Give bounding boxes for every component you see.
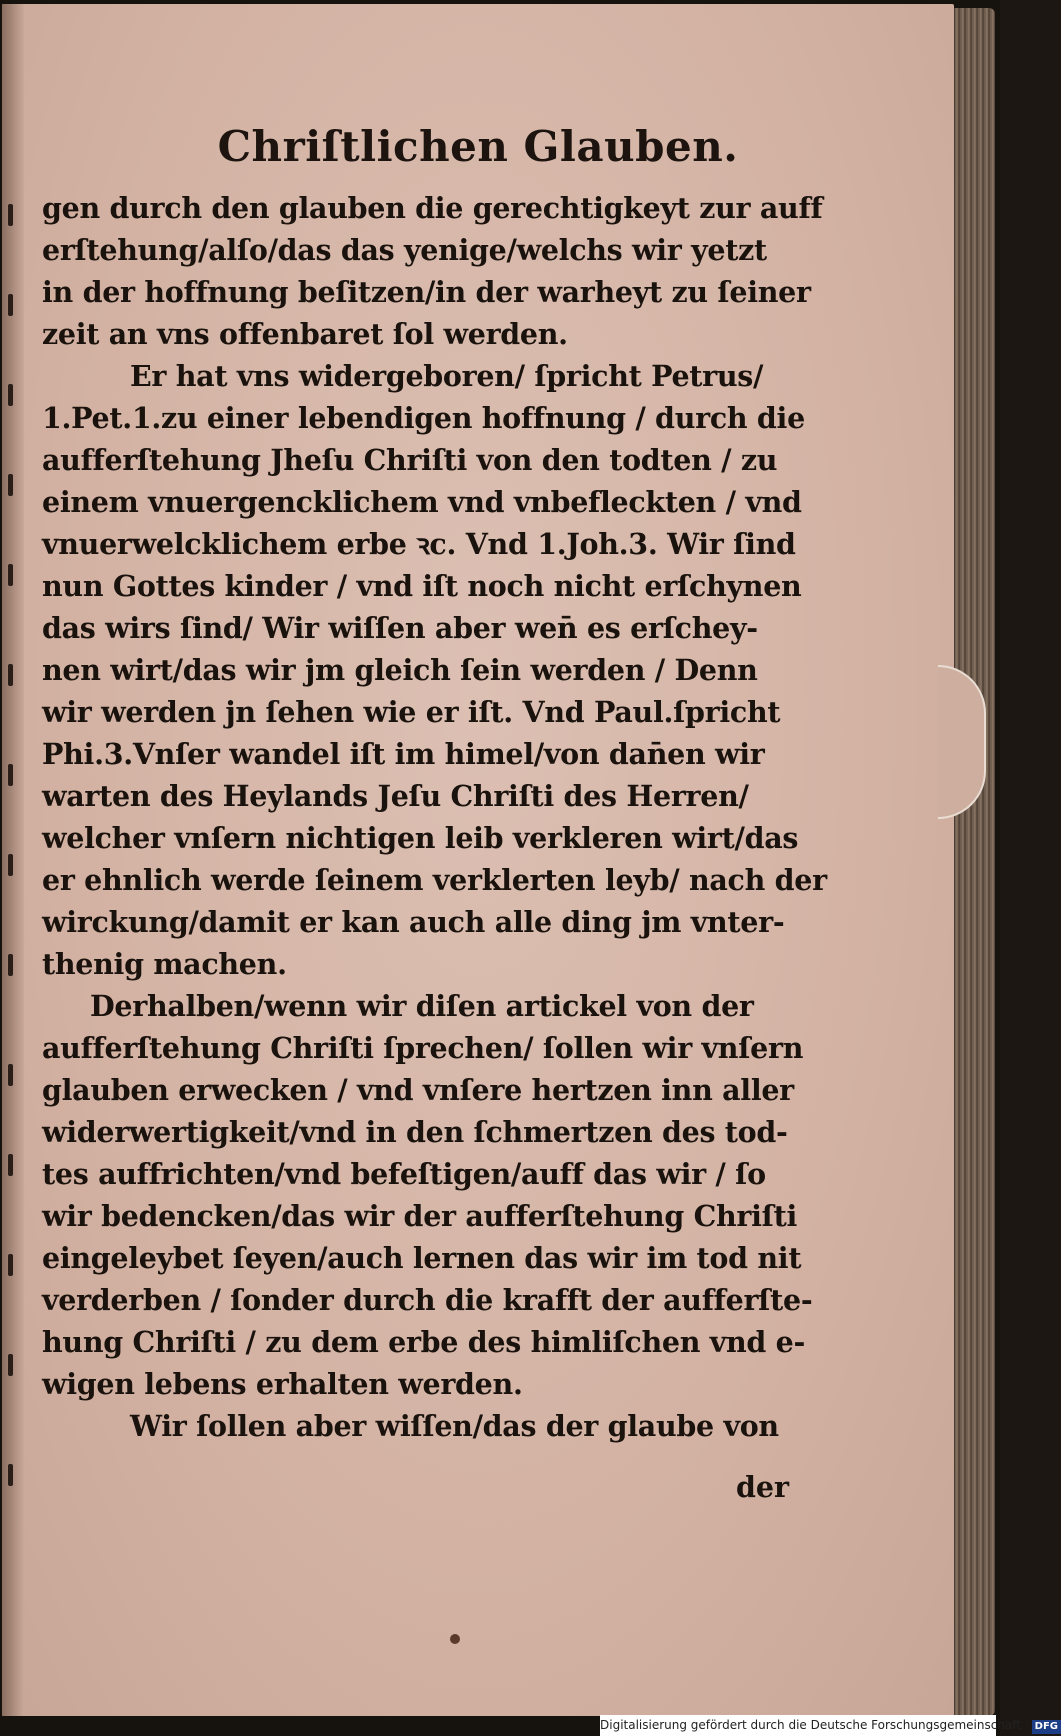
- text-line: 1.Pet.1.zu einer lebendigen hoffnung / durch die: [42, 401, 805, 435]
- text-line: eingeleybet ſeyen/auch lernen das wir im tod nit: [42, 1241, 802, 1275]
- dfg-logo: DFG: [1032, 1720, 1061, 1734]
- gutter-mark: [8, 764, 13, 786]
- gutter-mark: [8, 384, 13, 406]
- footer-credit: Digitalisierung gefördert durch die Deutsche Forschungsgemeinschaft ·: [600, 1718, 1029, 1732]
- gutter-mark: [8, 204, 13, 226]
- text-line: er ehnlich werde ſeinem verklerten leyb/ nach der: [42, 863, 827, 897]
- gutter-mark: [8, 1154, 13, 1176]
- gutter-mark: [8, 1464, 13, 1486]
- text-line: nen wirt/das wir jm gleich ſein werden / Denn: [42, 653, 758, 687]
- page-ornament-dot: [450, 1634, 460, 1644]
- digitization-footer: [600, 1715, 1058, 1736]
- text-line: widerwertigkeit/vnd in den ſchmertzen des tod-: [42, 1115, 788, 1149]
- text-line: glauben erwecken / vnd vnſere hertzen inn aller: [42, 1073, 794, 1107]
- gutter-mark: [8, 1354, 13, 1376]
- gutter-mark: [8, 294, 13, 316]
- text-line: aufferſtehung Chriſti ſprechen/ ſollen wir vnſern: [42, 1031, 804, 1065]
- text-line: einem vnuergencklichem vnd vnbefleckten / vnd: [42, 485, 802, 519]
- text-line: in der hoffnung beſitzen/in der warheyt zu ſeiner: [42, 275, 811, 309]
- text-line-paragraph-start: Wir ſollen aber wiſſen/das der glaube von: [130, 1409, 779, 1443]
- book-tab-marker: [938, 665, 986, 819]
- text-line: erſtehung/alſo/das das yenige/welchs wir yetzt: [42, 233, 767, 267]
- body-text: [42, 187, 922, 1447]
- gutter-mark: [8, 664, 13, 686]
- gutter-mark: [8, 474, 13, 496]
- gutter-mark: [8, 954, 13, 976]
- book-page: [2, 4, 954, 1716]
- text-line: wir bedencken/das wir der aufferſtehung Chriſti: [42, 1199, 797, 1233]
- page-gutter: [2, 4, 24, 1716]
- text-line: wir werden jn ſehen wie er iſt. Vnd Paul.ſpricht: [42, 695, 781, 729]
- text-line: wigen lebens erhalten werden.: [42, 1367, 523, 1401]
- text-line: nun Gottes kinder / vnd iſt noch nicht erſchynen: [42, 569, 802, 603]
- text-line-paragraph-start: Derhalben/wenn wir diſen artickel von der: [90, 989, 754, 1023]
- text-line: welcher vnſern nichtigen leib verkleren wirt/das: [42, 821, 799, 855]
- catchword: der: [736, 1470, 790, 1504]
- text-line-paragraph-start: Er hat vns widergeboren/ ſpricht Petrus/: [130, 359, 764, 393]
- gutter-mark: [8, 1254, 13, 1276]
- text-line: verderben / ſonder durch die krafft der aufferſte-: [42, 1283, 813, 1317]
- book-page-edges: [955, 8, 995, 1716]
- text-line: warten des Heylands Jeſu Chriſti des Herren/: [42, 779, 749, 813]
- text-line: gen durch den glauben die gerechtigkeyt zur auff: [42, 191, 823, 225]
- gutter-mark: [8, 1064, 13, 1086]
- text-line: tes auffrichten/vnd befeſtigen/auff das wir / ſo: [42, 1157, 766, 1191]
- text-line: das wirs ſind/ Wir wiſſen aber wen̄ es erſchey-: [42, 611, 758, 645]
- text-line: vnuerwelcklichem erbe ꝛc. Vnd 1.Joh.3. Wir ſind: [42, 527, 796, 561]
- text-line: zeit an vns offenbaret ſol werden.: [42, 317, 568, 351]
- text-line: aufferſtehung Jheſu Chriſti von den todten / zu: [42, 443, 778, 477]
- text-line: hung Chriſti / zu dem erbe des himliſchen vnd e-: [42, 1325, 806, 1359]
- gutter-mark: [8, 854, 13, 876]
- text-line: wirckung/damit er kan auch alle ding jm vnter-: [42, 905, 785, 939]
- running-header: Chriſtlichen Glauben.: [217, 122, 739, 171]
- gutter-mark: [8, 564, 13, 586]
- text-line: thenig machen.: [42, 947, 287, 981]
- text-line: Phi.3.Vnſer wandel iſt im himel/von dan̄en wir: [42, 737, 765, 771]
